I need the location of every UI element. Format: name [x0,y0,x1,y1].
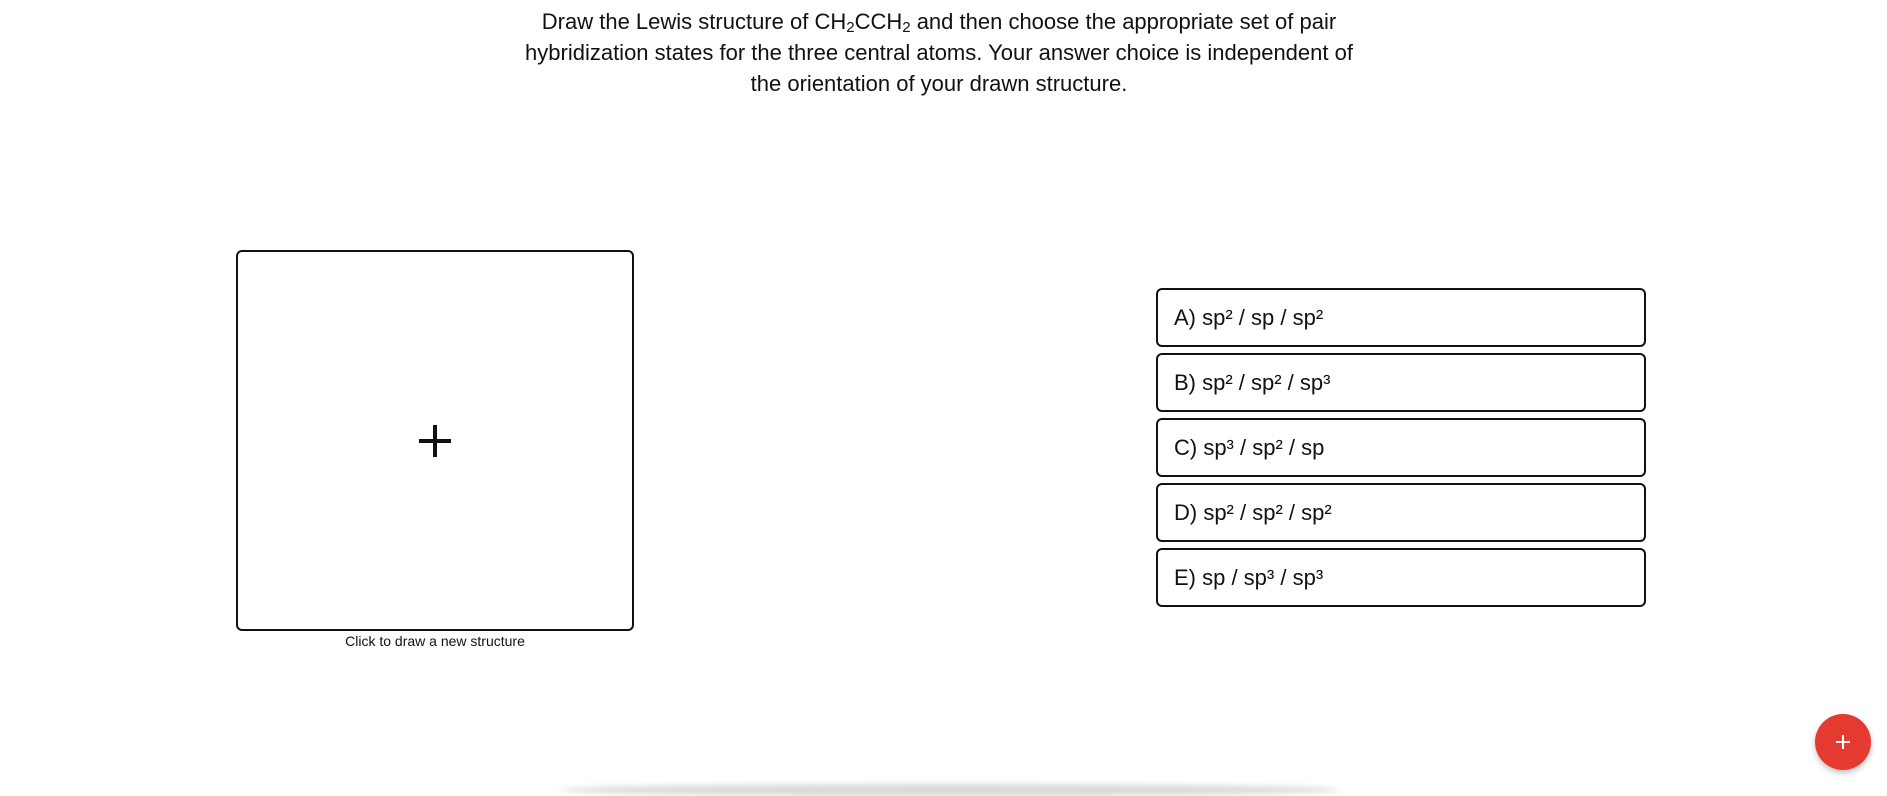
question-subscript-2: 2 [902,19,911,36]
choice-d[interactable]: D) sp² / sp² / sp² [1156,483,1646,542]
choice-e[interactable]: E) sp / sp³ / sp³ [1156,548,1646,607]
question-text [520,6,1358,99]
choice-a[interactable]: A) sp² / sp / sp² [1156,288,1646,347]
draw-structure-canvas[interactable] [236,250,634,631]
question-part3: and then choose the appropriate set of pair hybridization states for the three central atoms. Your answer choice is independent of the orientation of your drawn structure. [525,9,1353,96]
question-part1: Draw the Lewis structure of CH [541,9,847,34]
choice-b[interactable]: B) sp² / sp² / sp³ [1156,353,1646,412]
canvas-caption: Click to draw a new structure [345,633,525,649]
choice-c[interactable]: C) sp³ / sp² / sp [1156,418,1646,477]
floating-add-button[interactable] [1815,714,1871,770]
answer-choices [1156,288,1646,613]
question-part2: CCH [854,9,903,34]
plus-icon [419,425,451,457]
plus-icon [1836,735,1850,749]
bottom-panel-shadow [560,784,1340,796]
question-subscript-1: 2 [846,19,855,36]
